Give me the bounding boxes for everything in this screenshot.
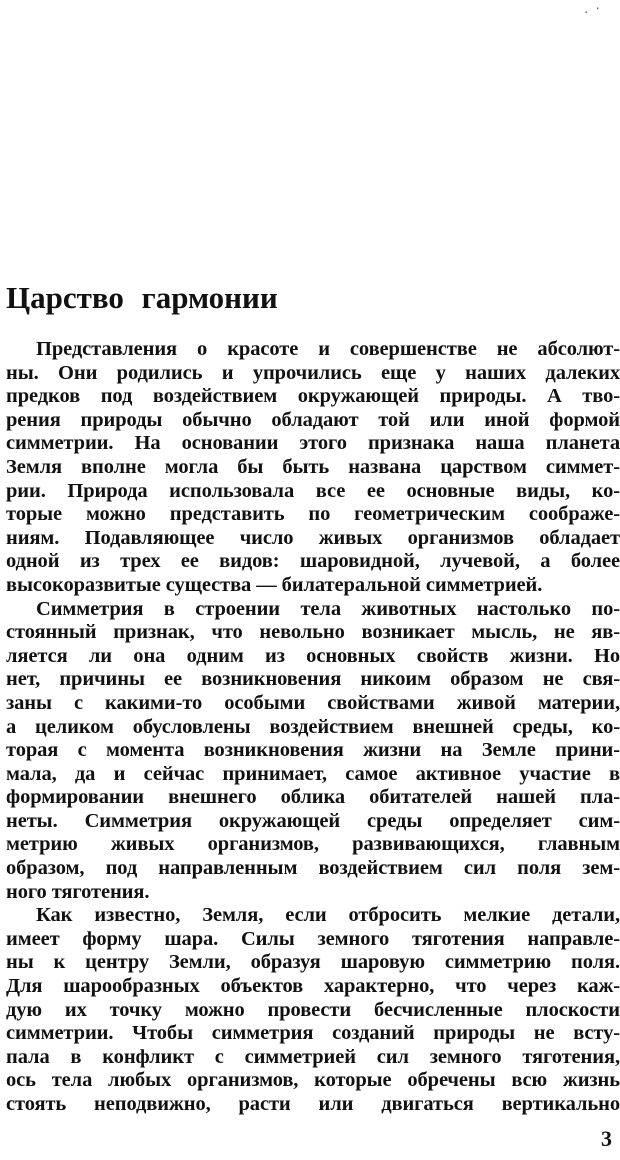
text-line: Как известно, Земля, если отбросить мелкие детали, [36, 904, 620, 927]
text-line: образом, под направленным воздействием сил поля зем- [6, 857, 620, 880]
text-line: заны с какими-то особыми свойствами живой материи, [6, 691, 620, 714]
text-line: нет, причины ее возникновения никоим образом не свя- [6, 668, 620, 691]
page-number: 3 [601, 1126, 612, 1151]
text-line: Земля вполне могла бы быть названа царством симмет- [6, 455, 620, 478]
body-text [6, 338, 620, 1117]
text-line: неты. Симметрия окружающей среды определяет сим- [6, 809, 620, 832]
text-line: торые можно представить по геометрическим соображе- [6, 503, 620, 526]
text-line: имеет форму шара. Силы земного тяготения направле- [6, 927, 620, 950]
text-line: высокоразвитые существа — билатеральной симметрией. [6, 573, 543, 596]
text-line: ляется ли она одним из основных свойств жизни. Но [6, 644, 620, 667]
text-line: дую их точку можно провести бесчисленные плоскости [6, 998, 620, 1021]
text-line: метрию живых организмов, развивающихся, главным [6, 833, 620, 856]
text-line: торая с момента возникновения жизни на Земле прини- [6, 739, 620, 762]
text-line: Для шарообразных объектов характерно, что через каж- [6, 975, 620, 998]
text-line: мала, да и сейчас принимает, самое активное участие в [6, 762, 620, 785]
text-line: пала в конфликт с симметрией сил земного тяготения, [6, 1045, 620, 1068]
text-line: симметрии. На основании этого признака наша планета [6, 432, 620, 455]
text-line: ось тела любых организмов, которые обречены всю жизнь [6, 1069, 620, 1092]
text-line: а целиком обусловлены воздействием внешней среды, ко- [6, 715, 620, 738]
text-line: ного тяготения. [6, 880, 150, 903]
chapter-title: Царство гармонии [6, 280, 278, 315]
text-line: симметрии. Чтобы симметрия созданий природы не всту- [6, 1022, 620, 1045]
text-line: предков под воздействием окружающей природы. А тво- [6, 385, 620, 408]
text-line: Представления о красоте и совершенстве не абсолют- [36, 338, 620, 360]
text-line: ны. Они родились и упрочились еще у наших далеких [6, 361, 620, 384]
text-line: Симметрия в строении тела животных настолько по- [36, 597, 620, 620]
text-line: ниям. Подавляющее число живых организмов обладает [6, 526, 620, 549]
text-line: формировании внешнего облика обитателей нашей пла- [6, 786, 620, 809]
text-line: рения природы обычно обладают той или иной формой [6, 408, 620, 431]
text-line: стоянный признак, что невольно возникает мысль, не яв- [6, 621, 620, 644]
text-line: стоять неподвижно, расти или двигаться вертикально [6, 1093, 620, 1115]
scan-marks: . · [584, 2, 602, 17]
text-line: рии. Природа использовала все ее основные виды, ко- [6, 479, 620, 502]
text-line: ны к центру Земли, образуя шаровую симметрию поля. [6, 951, 620, 974]
text-line: одной из трех ее видов: шаровидной, лучевой, а более [6, 550, 620, 573]
